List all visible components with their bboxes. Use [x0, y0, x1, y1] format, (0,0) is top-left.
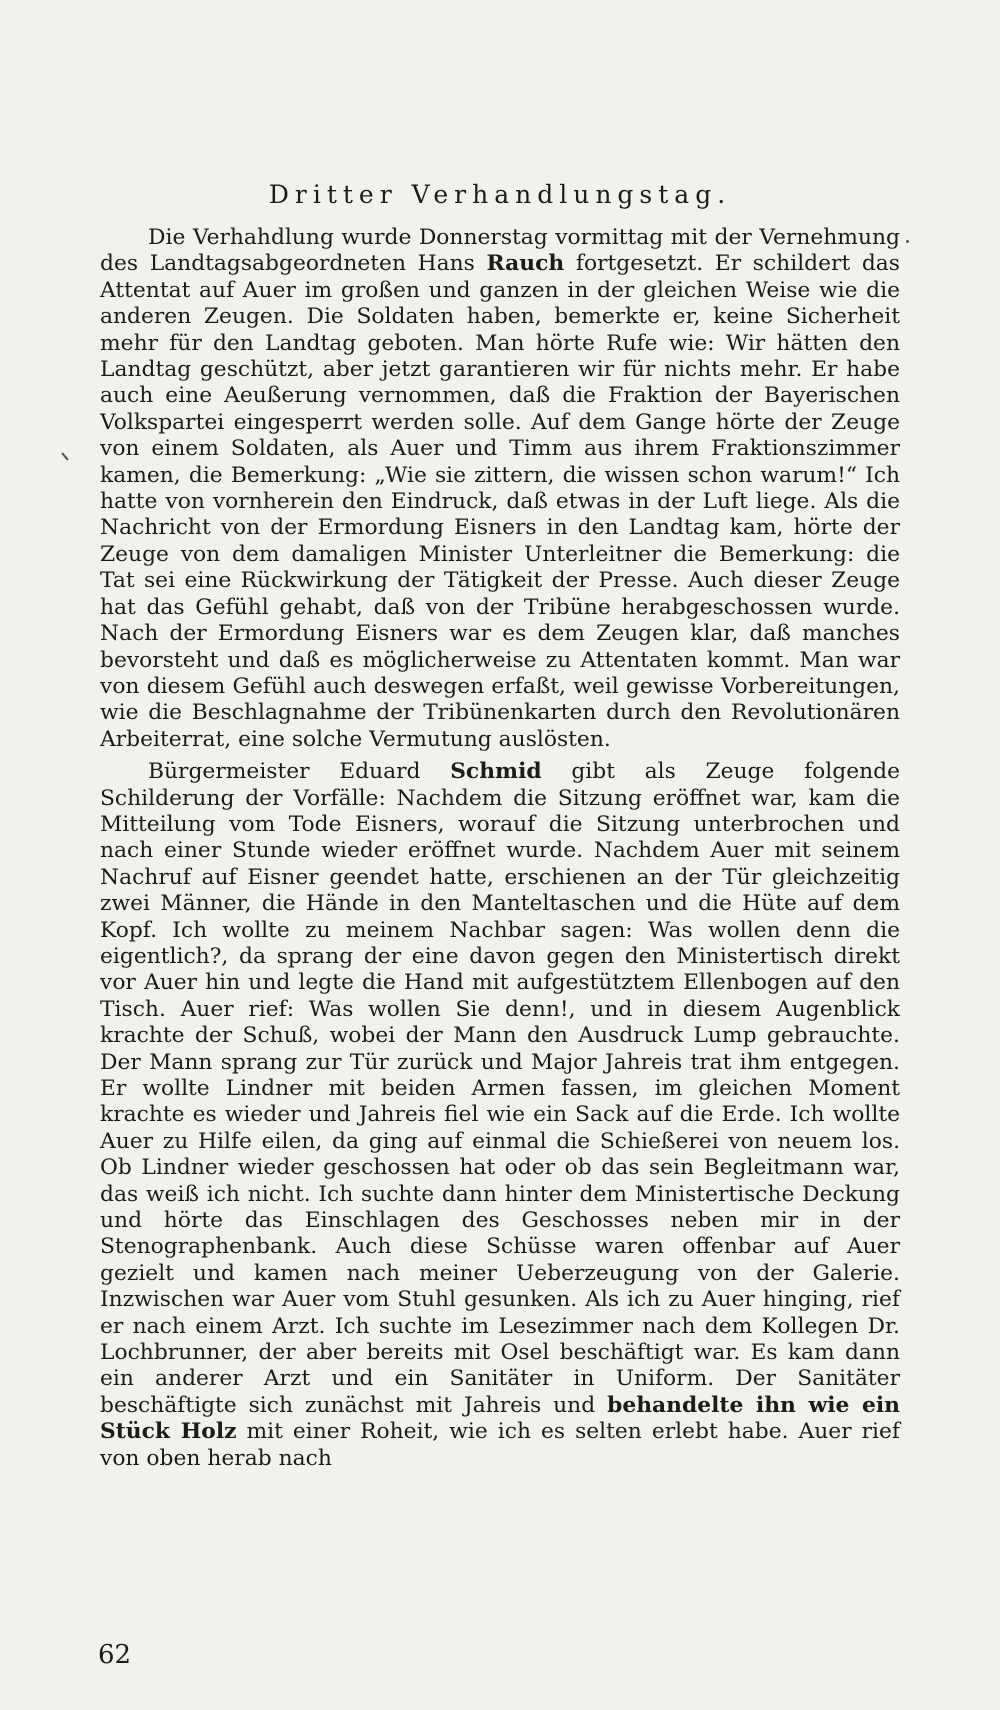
paragraph-1-text-after: fortgesetzt. Er schildert das Attentat auf Auer im großen und ganzen in der gleichen Weise wie die anderen Zeugen. Die Soldaten haben, bemerkte er, keine Sicherheit mehr für den Landtag geboten. Man hörte Rufe wie: Wir hätten den Landtag geschützt, aber jetzt garantieren wir für nichts mehr. Er habe auch eine Aeußerung vernommen, daß die Fraktion der Bayerischen Volkspartei eingesperrt werden solle. Auf dem Gange hörte der Zeuge von einem Soldaten, als Auer und Timm aus ihrem Fraktionszimmer kamen, die Bemerkung: „Wie sie zittern, die wissen schon warum!“ Ich hatte von vornherein den Eindruck, daß etwas in der Luft liege. Als die Nachricht von der Ermordung Eisners in den Landtag kam, hörte der Zeuge von dem damaligen Minister Unterleitner die Bemerkung: die Tat sei eine Rückwirkung der Tätigkeit der Presse. Auch dieser Zeuge hat das Gefühl gehabt, daß von der Tribüne herabgeschossen wurde. Nach der Ermordung Eisners war es dem Zeugen klar, daß manches bevorsteht und daß es möglicherweise zu Attentaten kommt. Man war von diesem Gefühl auch deswegen erfaßt, weil gewisse Vorbereitungen, wie die Beschlagnahme der Tribünenkarten durch den Revolutionären Arbeiterrat, eine solche Vermutung auslösten. — [100, 251, 900, 752]
page-title: Dritter Verhandlungstag. — [268, 180, 732, 209]
paragraph-2-bold-phrase: behandelte ihn wie ein Stück Holz — [100, 1392, 900, 1445]
paragraph-2-bold-name: Schmid — [450, 759, 542, 785]
paragraph-1 — [100, 225, 900, 753]
paragraph-2-text-before: Bürgermeister Eduard — [148, 759, 451, 785]
paragraph-2-text-mid: gibt als Zeuge folgende Schilderung der Vorfälle: Nachdem die Sitzung eröffnet war, kam die Mitteilung vom Tode Eisners, worauf die Sitzung unterbrochen und nach einer Stunde wieder eröffnet wurde. Nachdem Auer mit seinem Nachruf auf Eisner geendet hatte, erschienen an der Tür gleichzeitig zwei Männer, die Hände in den Manteltaschen und die Hüte auf dem Kopf. Ich wollte zu meinem Nachbar sagen: Was wollen denn die eigentlich?, da sprang der eine davon gegen den Ministertisch direkt vor Auer hin und legte die Hand mit aufgestütztem Ellenbogen auf den Tisch. Auer rief: Was wollen Sie denn!, und in diesem Augenblick krachte der Schuß, wobei der Mann den Ausdruck Lump gebrauchte. Der Mann sprang zur Tür zurück und Major Jahreis trat ihm entgegen. Er wollte Lindner mit beiden Armen fassen, im gleichen Moment krachte es wieder und Jahreis fiel wie ein Sack auf die Erde. Ich wollte Auer zu Hilfe eilen, da ging auf einmal die Schießerei von neuem los. Ob Lindner wieder geschossen hat oder ob das sein Begleitmann war, das weiß ich nicht. Ich suchte dann hinter dem Ministertische Deckung und hörte das Einschlagen des Geschosses neben mir in der Stenographenbank. Auch diese Schüsse waren offenbar auf Auer gezielt und kamen nach meiner Ueberzeugung von der Galerie. Inzwischen war Auer vom Stuhl gesunken. Als ich zu Auer hinging, rief er nach einem Arzt. Ich suchte im Lesezimmer nach dem Kollegen Dr. Lochbrunner, der aber bereits mit Osel beschäftigt war. Es kam dann ein anderer Arzt und ein Sanitäter in Uniform. Der Sanitäter beschäftigte sich zunächst mit Jahreis und — [100, 759, 900, 1418]
paragraph-1-bold-name: Rauch — [486, 251, 565, 277]
paragraph-1-text-before: Die Verhahdlung wurde Donnerstag vormittag mit der Vernehmung des Landtagsabgeordneten Hans — [100, 225, 900, 277]
paragraph-2-text-after: mit einer Roheit, wie ich es selten erlebt habe. Auer rief von oben herab nach — [100, 1419, 900, 1471]
paragraph-2 — [100, 759, 900, 1472]
page-number: 62 — [98, 1640, 132, 1670]
body-text — [100, 225, 900, 1472]
scan-speck — [61, 452, 68, 460]
scan-speck — [906, 240, 909, 243]
